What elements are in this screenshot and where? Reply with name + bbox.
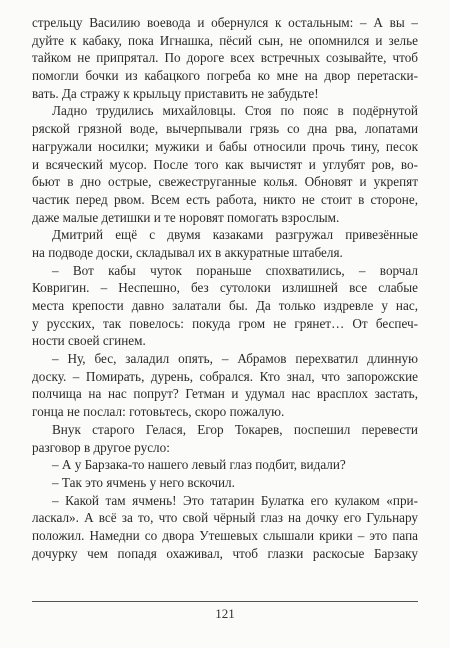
text-line: Ладно трудились михайловцы. Стоя по пояс в подёрнутой: [52, 103, 418, 119]
text-line: – Ну, бес, заладил опять, – Абрамов перехватил длинную: [52, 351, 418, 367]
text-line: положил. Намедни со двора Утешевых слышали крики – это папа: [32, 527, 418, 543]
text-line: Ковригин. – Неспешно, без сутолоки излишней все слабые: [32, 280, 418, 296]
footer-rule: [32, 601, 418, 602]
text-line: гонца не послал: готовьтесь, скоро пожалую.: [32, 404, 285, 420]
text-line: Дмитрий ещё с двумя казаками разгружал привезённые: [52, 227, 418, 243]
text-line: и всяческий мусор. После того как вычистят и углубят ров, во-: [32, 156, 418, 172]
text-line: ряской грязной воде, вычерпывали грязь со дна рва, лопатами: [32, 121, 418, 137]
text-line: стрельцу Василию воевода и обернулся к остальным: – А вы –: [32, 15, 418, 30]
text-line: ности своей сгинем.: [32, 333, 146, 349]
text-line: места крепости давно залатали бы. Да только издревле у нас,: [32, 298, 418, 313]
text-line: ласкал». А всё за то, что свой чёрный глаз на дочку его Гульнару: [32, 510, 418, 526]
text-line: бьют в дно острые, свежеструганные колья. Обновят и укрепят: [32, 174, 418, 190]
text-line: доску. – Помирать, дурень, собрался. Кто знал, что запорожские: [32, 368, 418, 384]
text-line: тайком не припрятал. По дороге всех встречных созывайте, чтоб: [32, 50, 418, 66]
text-line: дуйте к кабаку, пока Игнашка, пёсий сын, не опомнился и зелье: [32, 32, 418, 48]
text-line: – Так это ячмень у него вскочил.: [52, 474, 235, 490]
text-line: полчища на нас попрут? Гетман и удумал нас врасплох застать,: [32, 386, 418, 402]
page-number: 121: [215, 606, 235, 621]
text-line: у русских, так повелось: покуда гром не грянет… От беспеч-: [32, 315, 418, 331]
text-line: вать. Да стражу к крыльцу приставить не забудьте!: [32, 85, 319, 101]
book-page-text: [32, 14, 418, 562]
text-line: дочурку чем попадя охаживал, чтоб глазки раскосые Барзаку: [32, 545, 418, 561]
text-line: Внук старого Гелася, Егор Токарев, поспешил перевести: [52, 421, 418, 437]
text-line: – А у Барзака-то нашего левый глаз подбит, видали?: [52, 457, 346, 473]
text-line: помогли бочки из кабацкого погреба ко мне на двор перетаски-: [32, 68, 418, 84]
text-line: разговор в другое русло:: [32, 439, 170, 455]
text-line: нагружали носилки; мужики и бабы относили прочь тину, песок: [32, 138, 418, 154]
text-line: – Какой там ячмень! Это татарин Булатка его кулаком «при-: [52, 492, 418, 508]
text-line: на подводе доски, складывал их в аккуратные штабеля.: [32, 244, 343, 260]
text-line: даже малые детишки и те норовят помогать взрослым.: [32, 209, 340, 225]
text-line: – Вот кабы чуток пораньше спохватились, – ворчал: [52, 262, 418, 278]
text-line: частик перед рвом. Всем есть работа, никто не стоит в стороне,: [32, 191, 418, 207]
